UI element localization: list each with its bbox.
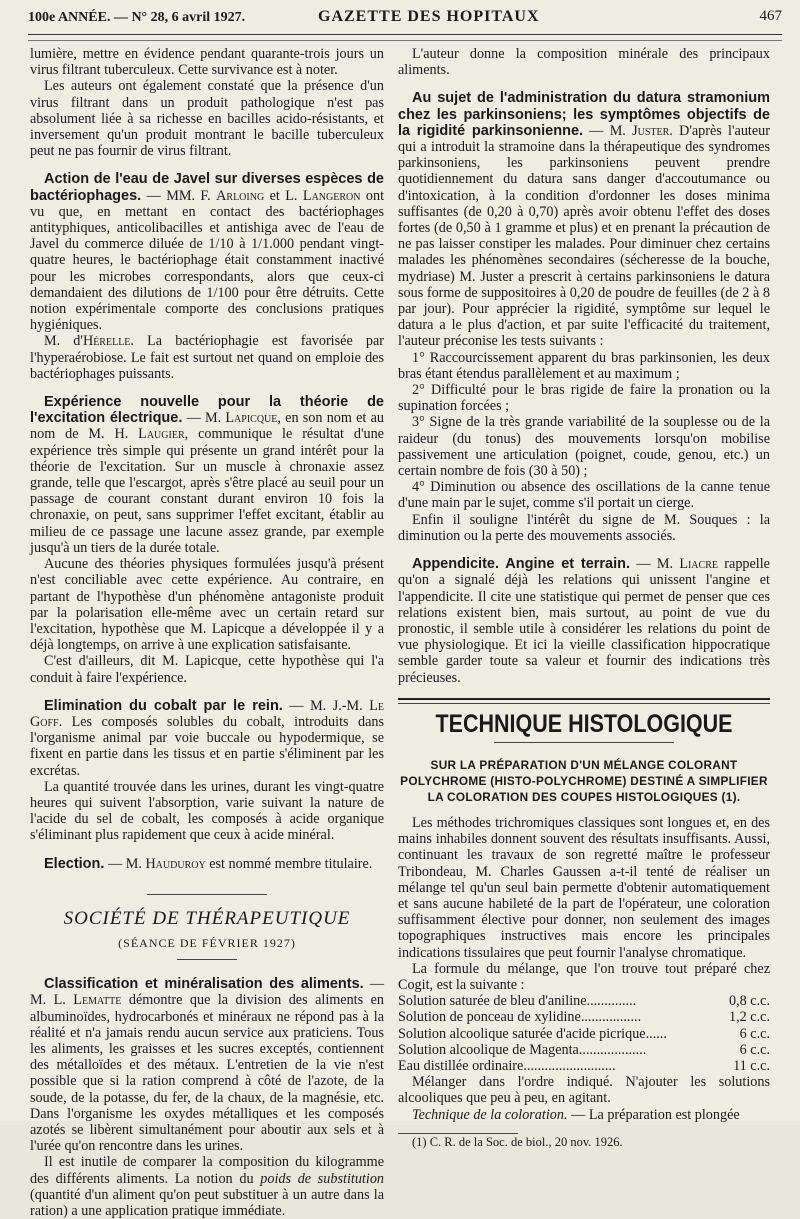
article-heading: Expérience nouvelle pour la théorie de l'excitation électrique. <box>30 394 384 427</box>
paragraph: Les auteurs ont également constaté que la présence d'un virus filtrant dans un produit pathologique n'est pas absolument liée à sa richesse en bacilles acido-résistants, et inversement qu'un produit montrant le bacille tuberculeux peut ne pas fournir de virus filtrant. <box>30 78 384 160</box>
text-fragment: (quantité d'un aliment qu'on peut substituer à un autre dans la ration) a une application pratique immédiate. <box>30 1186 384 1219</box>
section-rule <box>147 894 267 895</box>
society-title: SOCIÉTÉ DE THÉRAPEUTIQUE <box>63 907 351 929</box>
italic-term: Technique de la coloration. <box>412 1106 568 1123</box>
paragraph: La formule du mélange, que l'on trouve tout préparé chez Cogit, est la suivante : <box>398 960 770 993</box>
society-session: (SÉANCE DE FÉVRIER 1927) <box>118 935 296 950</box>
list-item: 3° Signe de la très grande variabilité de la souplesse ou de la raideur (du tonus) des mouvements lorsqu'on mobilise passivement une articulation (poignet, coude, genou, etc.) un certain nombre de fois (30 à 50) ; <box>398 414 770 480</box>
author-name: Hauduroy <box>145 855 206 872</box>
author-name: Liacre <box>679 556 718 573</box>
recipe-row <box>398 993 770 1009</box>
thin-rule <box>398 703 770 704</box>
italic-term: poids de substitution <box>260 1170 385 1187</box>
section-rule <box>177 959 237 960</box>
author-name: Hérelle <box>82 333 131 350</box>
text-fragment: est nommé membre titulaire. <box>205 855 373 872</box>
recipe-row <box>398 1058 770 1074</box>
list-item: 2° Difficulté pour le bras rigide de faire la pronation ou la supination forcées ; <box>398 382 770 415</box>
recipe-table <box>398 993 770 1074</box>
recipe-quantity: 11 c.c. <box>733 1057 770 1074</box>
text-fragment: — MM. F. <box>146 187 217 204</box>
list-item: 1° Raccourcissement apparent du bras parkinsonien, les deux bras étant étendus parallèlement et au maximum ; <box>398 349 770 382</box>
author-name: Laugier <box>138 426 185 443</box>
text-fragment: M. d' <box>44 333 83 350</box>
recipe-item: Solution alcoolique saturée d'acide picrique...... <box>398 1025 667 1042</box>
article-excitation <box>30 394 384 556</box>
recipe-body <box>398 993 770 1074</box>
article-stramonium <box>398 90 770 349</box>
section-rule <box>494 742 674 743</box>
author-name: Lapicque <box>225 410 278 427</box>
text-fragment: — M. J.-M. <box>282 697 370 714</box>
section-rules <box>398 698 770 704</box>
recipe-item: Solution alcoolique de Magenta................... <box>398 1041 647 1058</box>
article-classification <box>30 976 384 1154</box>
section-subtitle: SUR LA PRÉPARATION D'UN MÉLANGE COLORANT POLYCHROME (HISTO-POLYCHROME) DESTINÉ A SIMPLIFIER LA COLORATION DES COUPES HISTOLOGIQUES (1). <box>400 757 768 804</box>
text-fragment: — M. L. <box>30 976 385 1009</box>
paragraph: Aucune des théories physiques formulées jusqu'à présent n'est conciliable avec cette expérience. Au contraire, en partant de l'hypothèse d'un phénomène antagoniste produit par la polarisation elle-même avec un certain retard sur l'excitation, hypothèse que M. Lapicque a développée il y a déjà longtemps, on arrive à une explication satisfaisante. <box>30 556 384 654</box>
article-appendicite <box>398 556 770 686</box>
paragraph: lumière, mettre en évidence pendant quarante-trois jours un virus filtrant tuberculeux. Cette survivance est à noter. <box>30 46 384 79</box>
recipe-quantity: 0,8 c.c. <box>729 993 770 1010</box>
text-fragment: et L. <box>264 187 303 204</box>
paragraph <box>30 333 384 382</box>
text-fragment: démontre que la division des aliments en albuminoïdes, hydrocarbonés et minéraux ne répond pas à la réalité et n'a jamais rendu aucun service aux praticiens. Tous les aliments, les graisses et les sucres exceptés, contiennent des métalloïdes et des métaux. L'entretien de la vie n'est possible que si la ration comprend à côté de l'azote, de la soude, de la potasse, du fer, de la chaux, de la magnésie, etc. Dans l'organisme les oxydes métalliques et les composés azotés se libèrent simultanément pour aboutir aux sels et à l'urée qu'on rencontre dans les urines. <box>30 992 384 1155</box>
section-title: TECHNIQUE HISTOLOGIQUE <box>435 709 733 738</box>
text-fragment: rappelle qu'on a signalé déjà les relations qui unissent l'angine et l'appendicite. Il cite une statistique qui permet de penser que ces relations existent bien, mais surtout, au point de vue du pronostic, il semble utile à considérer les relations du point de vue physiologique. Et ici la vieille classification hippocratique semble garder toute sa valeur et fournir des indications très précieuses. <box>398 556 770 686</box>
right-column <box>398 46 770 1150</box>
header-rule-secondary <box>28 40 782 41</box>
text-fragment: ont vu que, en mettant en contact des bactériophages antityphiques, anticolibacilles et antishiga avec de l'eau de Javel du commerce diluée de 1/10 à 1/1.000 pendant vingt-quatre heures, le bactériophage était constamment inactivé pour les microbes correspondants, alors que ceux-ci demandaient des dilutions de 1/100 pour être détruits. Cette notion expérimentale comporte des conclusions pratiques hygiéniques. <box>30 187 385 334</box>
text-fragment: , communique le résultat d'une expérience très simple qui présente un grand intérêt pour la théorie de l'excitation. Sur un muscle à chronaxie assez grande, telle que l'escargot, après s'être placé au seuil pour un passage de courant constant durant environ 10 fois la chronaxie, on peut, sans supprimer l'effet excitant, établir au milieu de ce passage une lacune assez grande, par exemple jusqu'à un tiers de la durée totale. <box>30 426 384 556</box>
text-fragment: — M. <box>104 855 146 872</box>
article-cobalt <box>30 698 384 779</box>
paragraph: Mélanger dans l'ordre indiqué. N'ajouter les solutions alcooliques que peu à peu, en agitant. <box>398 1074 770 1107</box>
text-fragment: . Les composés solubles du cobalt, introduits dans l'organisme animal par voie buccale ou hypodermique, se fixent en partie dans les tissus et en partie s'éliminent par les excrétas. <box>30 713 384 779</box>
text-fragment: — M. <box>182 410 226 427</box>
list-item: 4° Diminution ou absence des oscillations de la canne tenue d'une main par le sujet, comme s'il portait un cierge. <box>398 479 770 512</box>
text-fragment: — M. <box>630 556 680 573</box>
text-fragment: , en son nom et au nom de M. H. <box>30 410 384 443</box>
paragraph: C'est d'ailleurs, dit M. Lapicque, cette hypothèse qui l'a conduit à faire l'expérience. <box>30 653 384 686</box>
recipe-quantity: 6 c.c. <box>739 1025 770 1042</box>
recipe-item: Eau distillée ordinaire.......................... <box>398 1057 616 1074</box>
left-column <box>30 46 384 1219</box>
article-heading: Appendicite. Angine et terrain. <box>412 556 631 573</box>
author-name: Juster <box>632 122 670 139</box>
recipe-row <box>398 1009 770 1025</box>
issue-info: 100e ANNÉE. — N° 28, 6 avril 1927. <box>28 10 246 25</box>
footnote: (1) C. R. de la Soc. de biol., 20 nov. 1926. <box>412 1134 623 1149</box>
article-election <box>30 856 384 872</box>
journal-title: GAZETTE DES HOPITAUX <box>318 8 540 25</box>
author-name: Lematte <box>73 992 122 1009</box>
article-heading: Au sujet de l'administration du datura stramonium chez les parkinsoniens; les symptômes objectifs de la rigidité parkinsonienne. <box>398 90 770 139</box>
text-fragment: . D'après l'auteur qui a introduit la stramoine dans la thérapeutique des syndromes parkinsoniens, les parkinsoniens peuvent prendre quotidiennement du datura sans danger d'accoutumance ou d'intoxication, à la condition d'ordonner les doses minima suffisantes (de 0,20 à 0,70) après avoir obtenu l'effet des doses fortes (de 0,50 à 1 gramme et plus) et en prenant la précaution de ne pas laisser constiper les malades. Pour diminuer chez certains malades les phénomènes secondaires (sécheresse de la bouche, mydriase) M. Juster a prescrit à certains parkinsoniens le datura sous forme de suppositoires à 0,20 de poudre de feuilles (de 2 à 8 par jour). Pour apprécier la rigidité, symptôme sur lequel le datura a le plus d'action, et par suite l'efficacité du traitement, l'auteur préconise les tests suivants : <box>398 122 770 350</box>
text-fragment: — M. <box>583 122 633 139</box>
page-number: 467 <box>759 8 782 24</box>
article-javel <box>30 171 384 333</box>
author-name: Arloing <box>216 187 265 204</box>
article-heading: Elimination du cobalt par le rein. <box>44 697 283 714</box>
author-name: Langeron <box>302 187 361 204</box>
page-header <box>28 8 782 30</box>
paragraph: L'auteur donne la composition minérale des principaux aliments. <box>398 46 770 79</box>
recipe-item: Solution de ponceau de xylidine................. <box>398 1009 642 1026</box>
article-heading: Election. <box>44 855 105 872</box>
recipe-item: Solution saturée de bleu d'aniline.............. <box>398 993 637 1010</box>
article-heading: Action de l'eau de Javel sur diverses espèces de bactériophages. <box>30 171 384 204</box>
recipe-row <box>398 1026 770 1042</box>
recipe-quantity: 1,2 c.c. <box>729 1009 770 1026</box>
paragraph: La quantité trouvée dans les urines, durant les vingt-quatre heures qui suivent l'absorption, varie suivant la nature de l'acide du sel de cobalt, les composés à acide organique s'éliminant plus rapidement que ceux à acide minéral. <box>30 778 384 844</box>
thick-rule <box>398 698 770 700</box>
article-heading: Classification et minéralisation des aliments. <box>44 976 364 993</box>
recipe-quantity: 6 c.c. <box>739 1041 770 1058</box>
paragraph <box>30 1154 384 1219</box>
paragraph: Les méthodes trichromiques classiques sont longues et, en des mains inhabiles donnent souvent des résultats insuffisants. Aussi, continuant les travaux de son regretté maître le professeur Tribondeau, M. Charles Gaussen a-t-il tenté de réaliser un mélange tel qu'un seul bain permette d'obtenir automatiquement et sans aucune habileté de la part de l'opérateur, une coloration suffisamment élective pour donner, non seulement des images topographiques instructives mais encore les principales indications tissulaires que peut fournir l'analyse chromatique. <box>398 814 770 961</box>
text-fragment: — La préparation est plongée <box>567 1106 740 1123</box>
paragraph <box>398 1107 770 1123</box>
author-name: Le Goff <box>30 697 384 730</box>
text-fragment: Il est inutile de comparer la composition du kilogramme des différents aliments. La notion du <box>30 1154 384 1187</box>
text-fragment: . La bactériophagie est favorisée par l'hyperaérobiose. Le fait est surtout net quand on emploie des bactériophages puissants. <box>30 333 384 382</box>
header-rule <box>28 34 782 35</box>
recipe-row <box>398 1042 770 1058</box>
paragraph: Enfin il souligne l'intérêt du signe de M. Souques : la diminution ou la perte des mouvements associés. <box>398 511 770 544</box>
